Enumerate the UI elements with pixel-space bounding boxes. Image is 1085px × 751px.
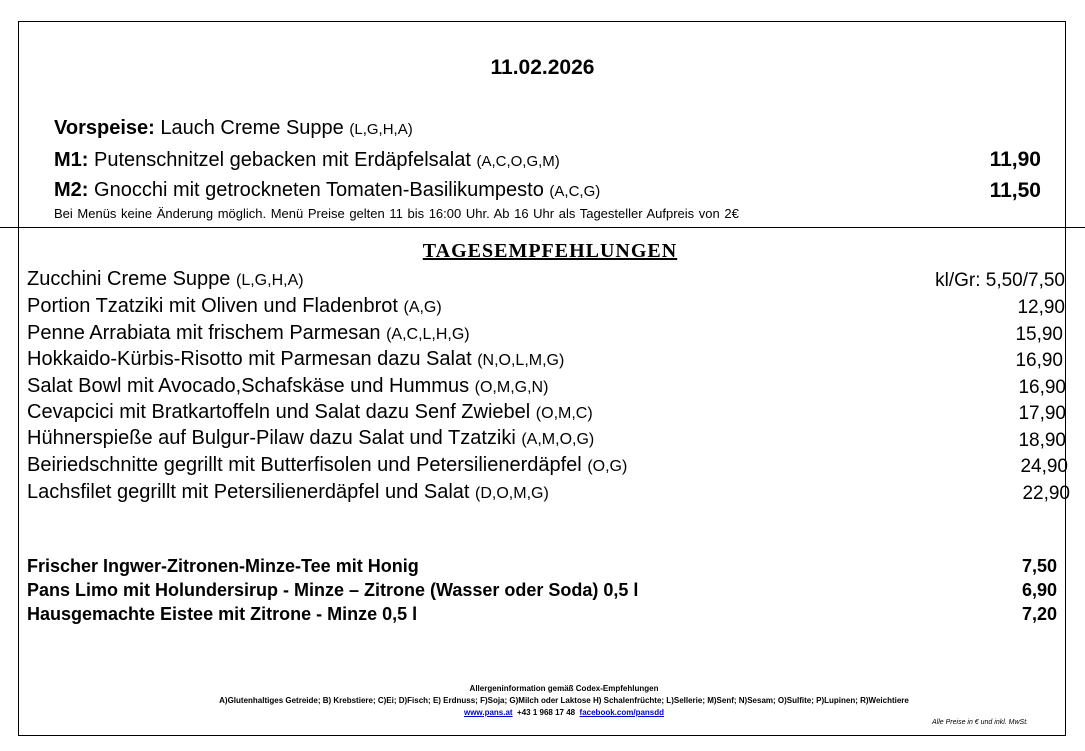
dish-allergens: (A,C,L,H,G) [386,326,470,343]
menu-allergens: (A,C,G) [549,183,601,200]
dish-name: Hokkaido-Kürbis-Risotto mit Parmesan dazu Salat [27,348,472,370]
menu-allergens: (L,G,H,A) [349,121,413,138]
dish-allergens: (N,O,L,M,G) [477,352,565,369]
dish-price: 16,90 [1015,350,1063,371]
dish-item [27,427,594,450]
dish-name: Salat Bowl mit Avocado,Schafskäse und Hummus [27,375,470,397]
dish-allergens: (O,G) [587,458,628,475]
menu-label: M1: [54,149,89,171]
dish-item [27,375,548,398]
menu-label: Vorspeise: [54,117,155,139]
dish-price: 17,90 [1018,403,1066,424]
contact-line [0,708,1085,717]
allergen-info-title: Allergeninformation gemäß Codex-Empfehlungen [469,684,659,693]
menu-m2-price: 11,50 [989,179,1041,202]
dish-price: 15,90 [1015,324,1063,345]
dish-item [27,454,627,477]
menu-m1-price: 11,90 [989,148,1041,171]
dish-item [27,348,564,371]
section-title: TAGESEMPFEHLUNGEN [422,240,678,262]
dish-price: 24,90 [1020,456,1068,477]
dish-allergens: (O,M,G,N) [474,379,549,396]
dish-item [27,322,470,345]
drink-price: 7,20 [1021,604,1057,624]
dish-name: Beiriedschnitte gegrillt mit Butterfisolen und Petersilienerdäpfel [27,454,582,476]
menu-allergens: (A,C,O,G,M) [476,153,560,170]
drink-item: Frischer Ingwer-Zitronen-Minze-Tee mit Honig [27,556,419,576]
phone-number: +43 1 968 17 48 [517,708,576,717]
menu-m1 [54,149,560,172]
dish-price: 22,90 [1022,483,1070,504]
menu-dish-name: Putenschnitzel gebacken mit Erdäpfelsalat [94,149,477,171]
dish-name: Cevapcici mit Bratkartoffeln und Salat dazu Senf Zwiebel [27,401,531,423]
menu-dish-name: Gnocchi mit getrockneten Tomaten-Basilikumpesto [94,179,544,201]
dish-price: 12,90 [1017,297,1065,318]
dish-item [27,295,442,318]
dish-item [27,401,593,424]
menu-starter [54,117,413,140]
dish-item [27,481,549,504]
dish-name: Hühnerspieße auf Bulgur-Pilaw dazu Salat und Tzatziki [27,427,516,449]
drink-item: Hausgemachte Eistee mit Zitrone - Minze 0,5 l [27,604,418,624]
allergen-legend: A)Glutenhaltiges Getreide; B) Krebstiere; C)Ei; D)Fisch; E) Erdnuss; F)Soja; G)Milch oder Laktose H) Schalenfrüchte; L)Sellerie; M)Senf; N)Sesam; O)Sulfite; P)Lupinen; R)Weichtiere [219,696,909,705]
price-note: Alle Preise in € und inkl. MwSt. [932,719,1029,726]
dish-name: Zucchini Creme Suppe [27,268,231,290]
dish-allergens: (A,G) [403,299,442,316]
dish-allergens: (O,M,C) [535,405,593,422]
dish-allergens: (L,G,H,A) [236,272,304,289]
section-divider [0,227,1085,228]
dish-allergens: (D,O,M,G) [475,485,549,502]
drink-price: 7,50 [1021,556,1057,576]
menu-date: 11.02.2026 [490,56,595,79]
menu-dish-name: Lauch Creme Suppe [160,117,344,139]
dish-allergens: (A,M,O,G) [521,431,595,448]
facebook-link[interactable]: facebook.com/pansdd [579,708,665,717]
dish-name: Penne Arrabiata mit frischem Parmesan [27,322,381,344]
menu-label: M2: [54,179,89,201]
dish-price: kl/Gr: 5,50/7,50 [935,270,1065,291]
drink-price: 6,90 [1021,580,1057,600]
menu-note: Bei Menüs keine Änderung möglich. Menü Preise gelten 11 bis 16:00 Uhr. Ab 16 Uhr als Tagesteller Aufpreis von 2€ [54,206,739,221]
menu-m2 [54,179,600,202]
dish-name: Portion Tzatziki mit Oliven und Fladenbrot [27,295,398,317]
website-link[interactable]: www.pans.at [463,708,513,717]
dish-name: Lachsfilet gegrillt mit Petersilienerdäpfel und Salat [27,481,470,503]
dish-price: 18,90 [1018,430,1066,451]
dish-item [27,268,304,291]
drink-item: Pans Limo mit Holundersirup - Minze – Zitrone (Wasser oder Soda) 0,5 l [27,580,639,600]
dish-price: 16,90 [1018,377,1066,398]
